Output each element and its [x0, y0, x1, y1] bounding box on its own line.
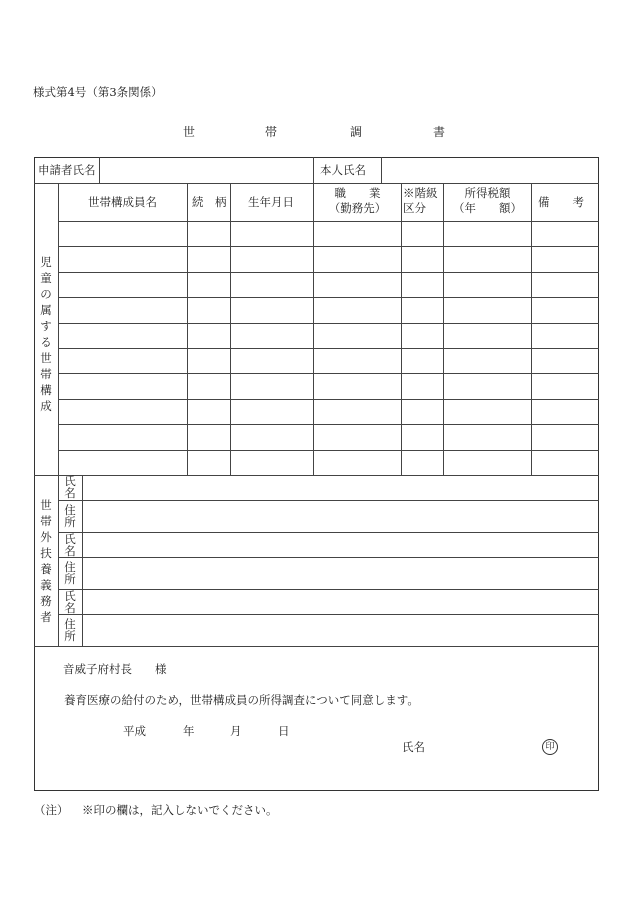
header-tax-line1: 所得税額	[464, 186, 511, 200]
header-class-line2: 区分	[403, 201, 426, 215]
title-char: 書	[433, 125, 446, 139]
grid-line	[58, 589, 599, 590]
date-day: 日	[278, 724, 290, 738]
grid-line	[58, 450, 599, 451]
supporter-name-label: 氏 名	[64, 532, 76, 558]
grid-line	[58, 614, 599, 615]
form-number: 様式第4号（第3条関係）	[33, 85, 163, 99]
seal-icon: 印	[542, 739, 558, 755]
grid-line	[58, 348, 599, 349]
grid-line	[58, 532, 599, 533]
title-char: 世	[183, 125, 196, 139]
grid-line	[58, 323, 599, 324]
outside-support-section-label: 世 帯 外 扶 養 義 務 者	[40, 498, 52, 624]
supporter-name-label: 氏 名	[64, 589, 76, 615]
grid-line	[443, 183, 444, 475]
document-title	[0, 123, 630, 139]
grid-line	[187, 183, 188, 475]
grid-line	[82, 475, 83, 646]
date-year: 年	[183, 724, 195, 738]
grid-line	[58, 272, 599, 273]
header-class-line1: ※階級	[403, 186, 438, 200]
supporter-address-label: 住 所	[64, 503, 76, 529]
principal-name-label: 本人氏名	[320, 163, 366, 177]
header-tax	[444, 186, 531, 216]
grid-line	[58, 399, 599, 400]
grid-line	[58, 424, 599, 425]
header-relationship: 続 柄	[192, 195, 227, 209]
supporter-address-label: 住 所	[64, 617, 76, 643]
grid-line	[34, 646, 599, 647]
principal-name-field[interactable]	[382, 158, 598, 182]
title-char: 調	[350, 125, 363, 139]
header-tax-line2: （年 額）	[453, 201, 522, 215]
grid-line	[34, 183, 599, 184]
grid-line	[58, 500, 599, 501]
grid-line	[58, 373, 599, 374]
grid-line	[313, 157, 314, 183]
header-birthdate: 生年月日	[248, 195, 294, 209]
grid-line	[58, 557, 599, 558]
applicant-name-field[interactable]	[100, 158, 312, 182]
header-remarks: 備 考	[538, 195, 584, 209]
grid-line	[58, 297, 599, 298]
supporter-name-label: 氏 名	[64, 474, 76, 500]
header-occupation-line1: 職 業	[334, 186, 381, 200]
header-occupation-line2: （勤務先）	[328, 201, 387, 215]
grid-line	[531, 183, 532, 475]
grid-line	[313, 183, 314, 475]
applicant-name-label: 申請者氏名	[38, 163, 96, 177]
header-occupation	[314, 186, 401, 216]
date-era: 平成	[123, 724, 146, 738]
title-char: 帯	[265, 125, 278, 139]
addressee: 音威子府村長 様	[63, 662, 167, 676]
signature-label: 氏名	[402, 740, 425, 754]
note-text: ※印の欄は，記入しないでください。	[82, 803, 278, 817]
date-month: 月	[230, 724, 242, 738]
supporter-address-label: 住 所	[64, 560, 76, 586]
consent-statement: 養育医療の給付のため，世帯構成員の所得調査について同意します。	[64, 693, 419, 707]
grid-line	[34, 475, 599, 476]
household-section-label: 児 童 の 属 す る 世 帯 構 成	[40, 255, 52, 413]
header-member-name: 世帯構成員名	[88, 195, 157, 209]
grid-line	[401, 183, 402, 475]
grid-line	[58, 246, 599, 247]
signature-field[interactable]	[432, 736, 537, 756]
grid-line	[58, 221, 599, 222]
note-label: （注）	[34, 803, 69, 817]
grid-line	[230, 183, 231, 475]
header-class	[403, 186, 443, 216]
